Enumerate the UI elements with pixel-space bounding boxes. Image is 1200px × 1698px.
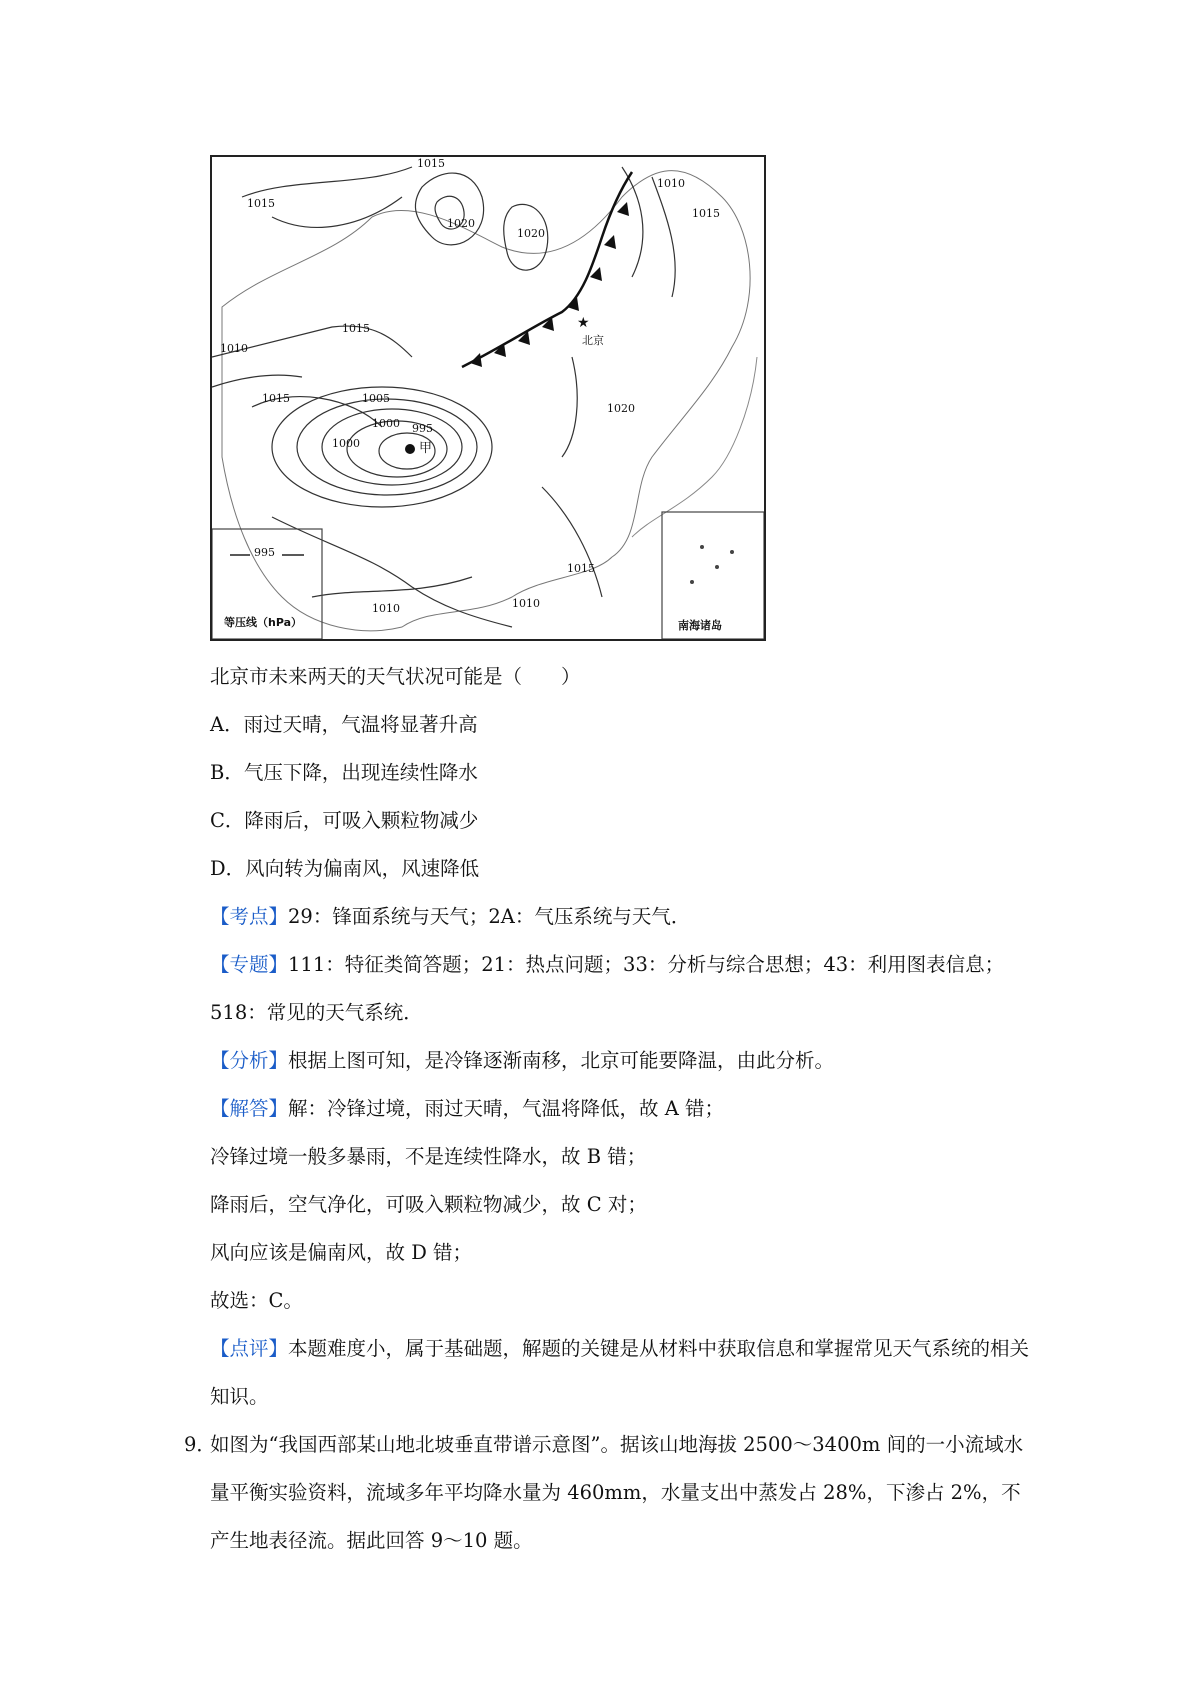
zhuanti-block (210, 941, 1030, 1037)
isobar-label: 1005 (362, 392, 390, 405)
fenxi-text: 根据上图可知，是冷锋逐渐南移，北京可能要降温，由此分析。 (288, 1049, 835, 1072)
legend-value: 995 (254, 546, 275, 559)
isobar-label: 1015 (417, 157, 445, 170)
kaodian-line (210, 903, 690, 931)
fenxi-tag: 【分析】 (210, 1049, 289, 1072)
option-d: D．风向转为偏南风，风速降低 (210, 857, 480, 880)
isobar-label: 1010 (657, 177, 685, 190)
jieda-line (210, 1095, 724, 1123)
question-9-text: 如图为“我国西部某山地北坡垂直带谱示意图”。据该山地海拔 2500～3400m 间的一小流域水量平衡实验资料，流域多年平均降水量为 460mm，水量支出中蒸发占 28%，下渗占 2%，不产生地表径流。据此回答 9～10 题。 (210, 1433, 1024, 1552)
jieda-tag: 【解答】 (210, 1097, 289, 1120)
isobar-label: 1020 (607, 402, 635, 415)
isobar-label: 1015 (262, 392, 290, 405)
jieda-line-c: 降雨后，空气净化，可吸入颗粒物减少，故 C 对； (210, 1193, 647, 1216)
option-c: C．降雨后，可吸入颗粒物减少 (210, 809, 479, 832)
jieda-answer: 故选：C。 (210, 1289, 303, 1312)
isobar-label: 1015 (342, 322, 370, 335)
dianping-tag: 【点评】 (210, 1337, 289, 1360)
isobar-label: 995 (412, 422, 433, 435)
svg-text:★: ★ (577, 315, 590, 331)
isobar-label: 1015 (692, 207, 720, 220)
isobar-label: 1000 (332, 437, 360, 450)
zhuanti-text: 111：特征类简答题；21：热点问题；33：分析与综合思想；43：利用图表信息；518：常见的天气系统． (210, 953, 1005, 1024)
isobar-label: 1020 (447, 217, 475, 230)
isobar-label: 1010 (512, 597, 540, 610)
kaodian-tag: 【考点】 (210, 905, 289, 928)
weather-map (210, 155, 766, 641)
fenxi-line (210, 1047, 834, 1075)
question-9-number: 9． (184, 1433, 216, 1456)
jieda-line-d: 风向应该是偏南风，故 D 错； (210, 1241, 473, 1264)
kaodian-text: 29：锋面系统与天气；2A：气压系统与天气． (288, 905, 691, 928)
zhuanti-tag: 【专题】 (210, 953, 289, 976)
isobar-label: 1020 (517, 227, 545, 240)
city-label-beijing: 北京 (582, 334, 604, 347)
point-label-jia: 甲 (419, 441, 433, 456)
dianping-text: 本题难度小，属于基础题，解题的关键是从材料中获取信息和掌握常见天气系统的相关知识。 (210, 1337, 1030, 1408)
isobar-chart (212, 157, 764, 639)
option-a: A．雨过天晴，气温将显著升高 (210, 713, 478, 736)
jieda-text: 解：冷锋过境，雨过天晴，气温将降低，故 A 错； (288, 1097, 724, 1120)
isobar-label: 1015 (247, 197, 275, 210)
isobar-label: 1015 (567, 562, 595, 575)
dianping-block (210, 1325, 1030, 1421)
isobar-label: 1000 (372, 417, 400, 430)
question-stem: 北京市未来两天的天气状况可能是（ ） (210, 665, 581, 688)
inset-label: 南海诸岛 (678, 619, 722, 632)
jieda-line-b: 冷锋过境一般多暴雨，不是连续性降水，故 B 错； (210, 1145, 647, 1168)
isobar-label: 1010 (372, 602, 400, 615)
option-b: B．气压下降，出现连续性降水 (210, 761, 478, 784)
isobar-label: 1010 (220, 342, 248, 355)
legend-label: 等压线（hPa） (224, 616, 303, 629)
